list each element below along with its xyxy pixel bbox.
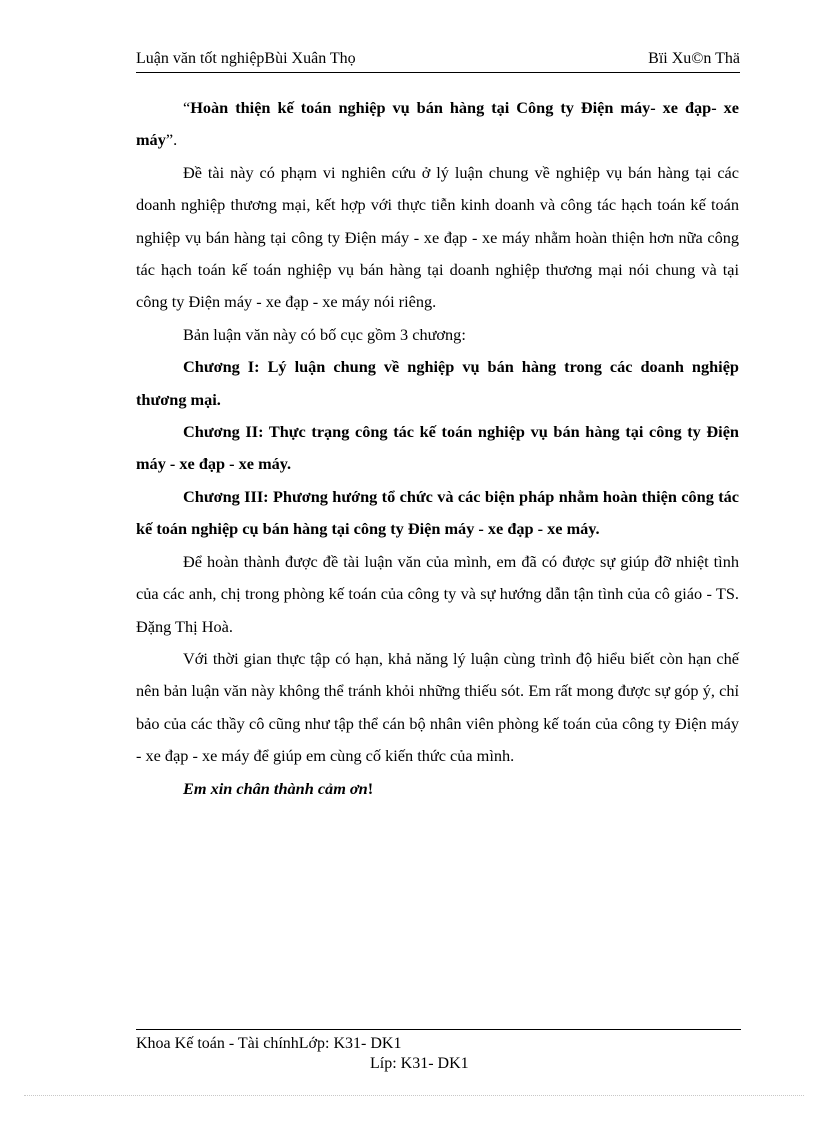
document-body [136, 92, 739, 805]
page-header [136, 50, 740, 73]
limitations-paragraph: Với thời gian thực tập có hạn, khả năng lý luận cùng trình độ hiểu biết còn hạn chế nên bản luận văn này không thể tránh khỏi những thiếu sót. Em rất mong được sự góp ý, chỉ bảo của các thầy cô cũng như tập thể cán bộ nhân viên phòng kế toán của công ty Điện máy - xe đạp - xe máy để giúp em cùng cố kiến thức của mình. [136, 648, 739, 766]
thanks-exclamation: ! [367, 778, 374, 798]
scope-paragraph: Đề tài này có phạm vi nghiên cứu ở lý luận chung về nghiệp vụ bán hàng tại các doanh nghiệp thương mại, kết hợp với thực tiễn kinh doanh và công tác hạch toán kế toán nghiệp vụ bán hàng tại công ty Điện máy - xe đạp - xe máy nhằm hoàn thiện hơn nữa công tác hạch toán kế toán nghiệp vụ bán hàng tại doanh nghiệp thương mại nói chung và tại công ty Điện máy - xe đạp - xe máy nói riêng. [136, 162, 739, 312]
thesis-title-paragraph [136, 92, 739, 157]
acknowledgement-paragraph: Để hoàn thành được đề tài luận văn của mình, em đã có được sự giúp đỡ nhiệt tình của các anh, chị trong phòng kế toán của công ty và sự hướng dẫn tận tình của cô giáo - TS. Đặng Thị Hoà. [136, 551, 739, 636]
chapter-3-summary: Chương III: Phương hướng tổ chức và các biện pháp nhằm hoàn thiện công tác kế toán nghiệp cụ bán hàng tại công ty Điện máy - xe đạp - xe máy. [136, 486, 739, 539]
thanks-line [136, 773, 739, 805]
title-open-quote: “ [183, 98, 191, 117]
title-close-quote: ”. [165, 130, 178, 150]
footer-line-1: Khoa Kế toán - Tài chínhLớp: K31- DK1 [136, 1035, 402, 1052]
thanks-text: Em xin chân thành cảm ơn [183, 778, 368, 798]
header-right-text: Bïi Xu©n Thä [648, 50, 740, 67]
chapter-2-summary: Chương II: Thực trạng công tác kế toán nghiệp vụ bán hàng tại công ty Điện máy - xe đạp - xe máy. [136, 422, 739, 474]
structure-intro-paragraph: Bản luận văn này có bố cục gồm 3 chương: [183, 324, 466, 344]
footer-line-2: Líp: K31- DK1 [370, 1055, 469, 1072]
chapter-1-summary: Chương I: Lý luận chung về nghiệp vụ bán hàng trong các doanh nghiệp thương mại. [136, 357, 739, 409]
page-bottom-edge [24, 1095, 804, 1096]
header-left-text: Luận văn tốt nghiệpBùi Xuân Thọ [136, 50, 356, 67]
thesis-title: Hoàn thiện kế toán nghiệp vụ bán hàng tại Công ty Điện máy- xe đạp- xe máy [136, 98, 739, 150]
footer-divider [136, 1029, 741, 1030]
